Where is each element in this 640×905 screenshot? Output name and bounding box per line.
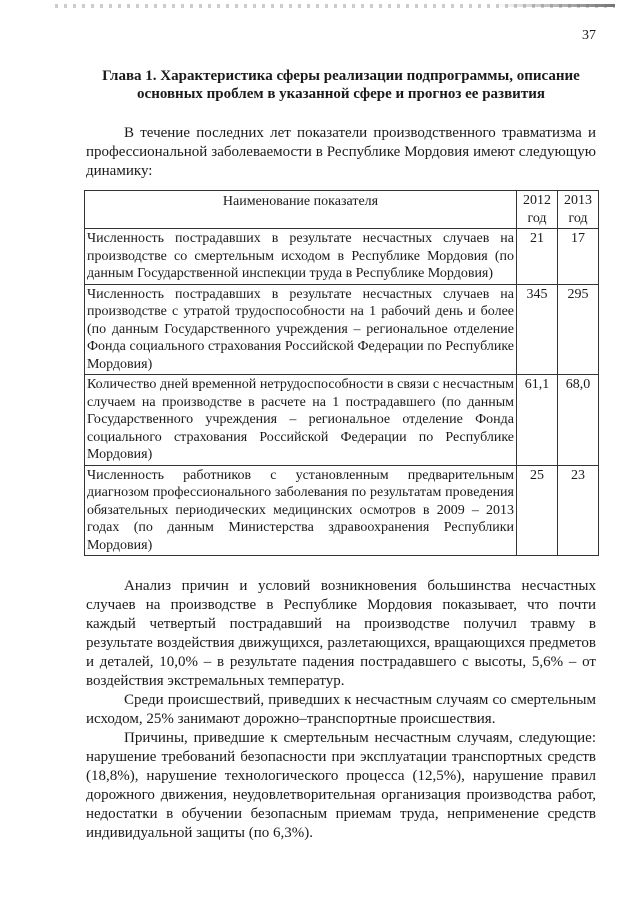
- value-2012: 345: [517, 284, 558, 375]
- value-2013: 17: [558, 229, 599, 285]
- value-2013: 68,0: [558, 375, 599, 466]
- chapter-title: Глава 1. Характеристика сферы реализации подпрограммы, описание основных проблем в указанной сфере и прогноз ее развития: [102, 68, 580, 102]
- table-header-row: [85, 191, 599, 229]
- indicators-table: [84, 190, 599, 556]
- header-year-2012: 2012 год: [517, 191, 558, 229]
- table-row: [85, 284, 599, 375]
- causes-paragraph: Причины, приведшие к смертельным несчастным случаям, следующие: нарушение требований безопасности при эксплуатации транспортных средств (18,8%), нарушение технологического процесса (12,5%), нарушение правил дорожного движения, неудовлетворительная организация производства работ, недостатки в обучении безопасным приемам труда, неприменение средств индивидуальной защиты (по 6,3%).: [86, 730, 596, 841]
- indicator-name: Количество дней временной нетрудоспособности в связи с несчастным случаем на производстве в расчете на 1 пострадавшего (по данным Государственного учреждения – региональное отделение Фонда социального страхования Российской Федерации по Республике Мордовия): [85, 375, 517, 466]
- value-2013: 23: [558, 465, 599, 556]
- indicator-name: Численность работников с установленным предварительным диагнозом профессионального заболевания по результатам проведения обязательных периодических медицинских осмотров в 2009 – 2013 годах (по данным Министерства здравоохранения Республики Мордовия): [85, 465, 517, 556]
- incidents-paragraph: Среди происшествий, приведших к несчастным случаям со смертельным исходом, 25% занимают дорожно–транспортные происшествия.: [86, 692, 596, 727]
- analysis-paragraph: Анализ причин и условий возникновения большинства несчастных случаев на производстве в Республике Мордовия показывает, что почти каждый четвертый пострадавший на производстве получил травму в результате воздействия движущихся, разлетающихся, вращающихся предметов и деталей, 10,0% – в результате падения пострадавшего с высоты, 5,6% – от воздействия экстремальных температур.: [86, 578, 596, 689]
- value-2012: 61,1: [517, 375, 558, 466]
- table-row: [85, 375, 599, 466]
- header-indicator-name: Наименование показателя: [85, 191, 517, 229]
- body-text: [86, 577, 596, 843]
- scan-artifact-top: [55, 4, 615, 8]
- indicator-name: Численность пострадавших в результате несчастных случаев на производстве с утратой трудоспособности на 1 рабочий день и более (по данным Государственного учреждения – региональное отделение Фонда социального страхования Российской Федерации по Республике Мордовия): [85, 284, 517, 375]
- table-row: [85, 465, 599, 556]
- value-2012: 21: [517, 229, 558, 285]
- intro-paragraph: В течение последних лет показатели производственного травматизма и профессиональной заболеваемости в Республике Мордовия имеют следующую динамику:: [86, 125, 596, 179]
- table-row: [85, 229, 599, 285]
- value-2013: 295: [558, 284, 599, 375]
- value-2012: 25: [517, 465, 558, 556]
- page-number: 37: [582, 28, 596, 43]
- header-year-2013: 2013 год: [558, 191, 599, 229]
- indicator-name: Численность пострадавших в результате несчастных случаев на производстве со смертельным исходом в Республике Мордовия (по данным Государственной инспекции труда в Республике Мордовия): [85, 229, 517, 285]
